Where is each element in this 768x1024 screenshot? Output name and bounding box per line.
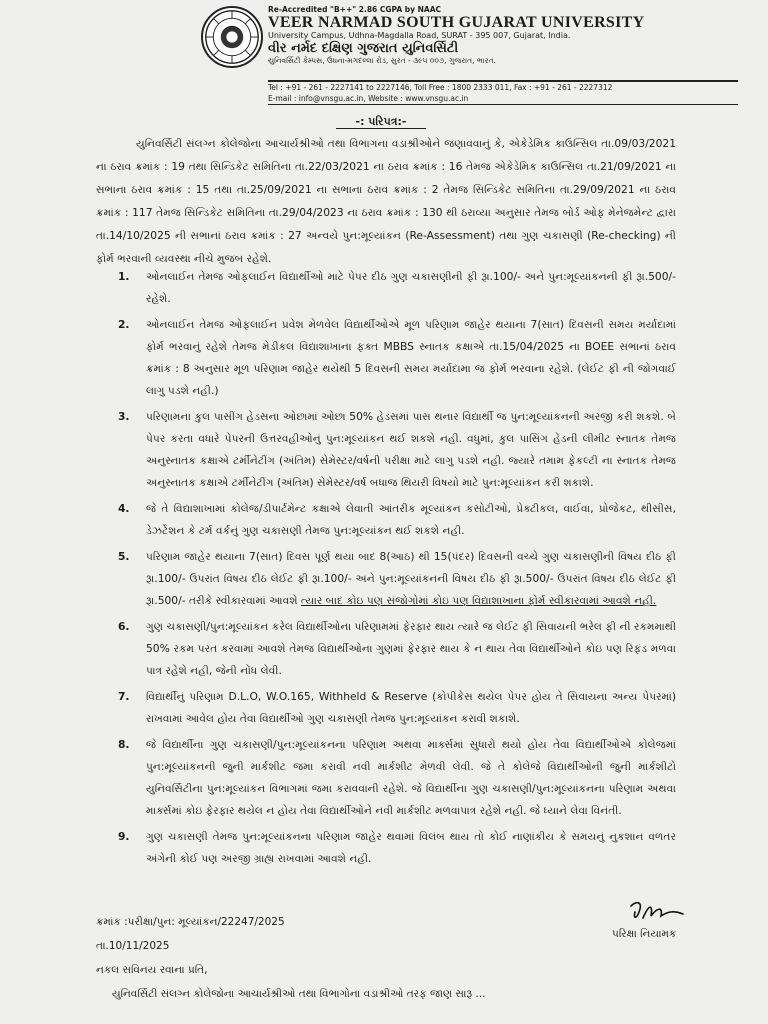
item-text: ઓનલાઈન તેમજ ઓફલાઈન વિદ્યાર્થીઓ માટે પેપર દીઠ ગુણ ચકાસણીની ફી રૂા.100/- અને પુન:મૂલ્યાંકનની ફી રૂા.500/- રહેશે. bbox=[146, 270, 676, 305]
item-number: 4. bbox=[118, 502, 130, 515]
item-number: 5. bbox=[118, 550, 130, 563]
address-english: University Campus, Udhna-Magdalla Road, SURAT - 395 007, Gujarat, India. bbox=[268, 30, 571, 40]
item-text: વિદ્યાર્થીનું પરિણામ D.L.O, W.O.165, Withheld & Reserve (કોપીકેસ થયેલ પેપર હોય તે સિવાયના અન્ય પેપરમાં) રાખવામાં આવેલ હોય તેવા વિદ્યાર્થીઓ ગુણ ચકાસણી તેમજ પુન:મૂલ્યાંકન કરાવી શકાશે. bbox=[146, 690, 676, 725]
item-number: 8. bbox=[118, 738, 130, 751]
item-number: 1. bbox=[118, 270, 130, 283]
item-number: 3. bbox=[118, 410, 130, 423]
phone-line: Tel : +91 - 261 - 2227141 to 2227146, Toll Free : 1800 2333 011, Fax : +91 - 261 - 2227312 bbox=[268, 83, 613, 92]
university-name-english: VEER NARMAD SOUTH GUJARAT UNIVERSITY bbox=[268, 13, 645, 31]
rules-list bbox=[96, 266, 676, 874]
list-item bbox=[96, 266, 676, 310]
list-item bbox=[96, 546, 676, 612]
intro-paragraph: યુનિવર્સિટી સંલગ્ન કોલેજોના આચાર્યશ્રીઓ તથા વિભાગના વડાશ્રીઓને જણાવવાનું કે, એકેડેમિક કાઉન્સિલ તા.09/03/2021 ના ઠરાવ ક્રમાંક : 19 તથા સિન્ડિકેટ સમિતિના તા.22/03/2021 ના ઠરાવ ક્રમાંક : 16 તેમજ એકેડેમિક કાઉન્સિલ તા.21/09/2021 ના સભાના ઠરાવ ક્રમાંક : 15 તથા તા.25/09/2021 ના સભાના ઠરાવ ક્રમાંક : 2 તેમજ સિન્ડિકેટ સમિતિના તા.29/09/2021 ના ઠરાવ ક્રમાંક : 117 તેમજ સિન્ડિકેટ સમિતિના તા.29/04/2023 ના ઠરાવ ક્રમાંક : 130 થી ઠરાવ્યા અનુસાર તેમજ બોર્ડ ઓફ મેનેજમેન્ટ દ્વારા તા.14/10/2025 ની સભાનાં ઠરાવ ક્રમાંક : 27 અન્વયે પુન:મૂલ્યાંકન (Re-Assessment) તથા ગુણ ચકાસણી (Re-checking) ની ફોર્મ ભરવાની વ્યવસ્થા નીચે મુજબ રહેશે. bbox=[96, 137, 676, 265]
item-number: 2. bbox=[118, 318, 130, 331]
item-text: પરિણામ જાહેર થયાના 7(સાત) દિવસ પૂર્ણ થયા બાદ 8(આઠ) થી 15(પંદર) દિવસની વચ્ચે ગુણ ચકાસણીની વિષય દીઠ ફી રૂા.100/- ઉપરાંત વિષય દીઠ લેઈટ ફી રૂા.100/- અને પુન:મૂલ્યાંકનની વિષય દીઠ ફી રૂા.500/- ઉપરાંત વિષય દીઠ લેઈટ ફી રૂા.500/- તરીકે સ્વીકારવામાં આવશે bbox=[146, 550, 676, 607]
reference-number: ક્રમાંક :પરીક્ષા/પુન: મૂલ્યાંકન/22247/2025 bbox=[96, 916, 285, 928]
university-logo bbox=[201, 6, 263, 68]
footer-block bbox=[96, 910, 485, 1006]
list-item bbox=[96, 406, 676, 494]
item-text: ગુણ ચકાસણી તેમજ પુન:મૂલ્યાંકનના પરિણામ જાહેર થવામાં વિલંબ થાય તો કોઈ નાણાંકીય કે સમયનું નુકશાન વળતર અંગેની કોઈ પણ અરજી ગ્રાહ્ય રાખવામાં આવશે નહી. bbox=[146, 830, 676, 865]
copy-to-label: નકલ સવિનય રવાના પ્રતિ, bbox=[96, 964, 208, 976]
item-text: ઓનલાઈન તેમજ ઓફલાઈન પ્રવેશ મેળવેલ વિદ્યાર્થીઓએ મૂળ પરિણામ જાહેર થયાના 7(સાત) દિવસની સમય મર્યાદામાં ફોર્મ ભરવાનું રહેશે તેમજ મેડીકલ વિદ્યાશાખાના ફક્ત MBBS સ્નાતક કક્ષાએ તા.15/04/2025 ના BOEE સભાનાં ઠરાવ ક્રમાંક : 8 અનુસાર મૂળ પરિણામ જાહેર થયેથી 5 દિવસની સમય મર્યાદામા જ ફોર્મ ભરવાના રહેશે. (લેઈટ ફી ની જોગવાઈ લાગુ પડશે નહી.) bbox=[146, 318, 676, 397]
item-underlined-text: ત્યાર બાદ કોઇ પણ સંજોગોમાં કોઇ પણ વિદ્યાશાખાના ફોર્મ સ્વીકારવામાં આવશે નહી. bbox=[301, 594, 657, 607]
signatory-designation: પરિક્ષા નિયામક bbox=[612, 928, 677, 940]
list-item bbox=[96, 686, 676, 730]
copy-recipients: યુનિવર્સિટી સંલગ્ન કોલેજોના આચાર્યશ્રીઓ તથા વિભાગોના વડાશ્રીઓ તરફ જાણ સારૂ ... bbox=[112, 988, 486, 1000]
header-rule bbox=[268, 80, 738, 82]
item-text: જે તે વિદ્યાશાખામાં કોલેજ/ડીપાર્ટમેન્ટ કક્ષાએ લેવાતી આંતરીક મૂલ્યાંકન કસોટીઓ, પ્રેક્ટીકલ, વાઈવા, પ્રોજેકટ, થીસીસ, ડેઝર્ટેશન કે ટર્મ વર્કનું ગુણ ચકાસણી તેમજ પુન:મૂલ્યાંકન થઈ શકશે નહી. bbox=[146, 502, 676, 537]
list-item bbox=[96, 616, 676, 682]
email-line: E-mail : info@vnsgu.ac.in, Website : www.vnsgu.ac.in bbox=[268, 93, 469, 103]
university-name-gujarati: વીર નર્મદ દક્ષિણ ગુજરાત યુનિવર્સિટી bbox=[268, 40, 459, 56]
contact-rule bbox=[268, 104, 738, 105]
item-number: 6. bbox=[118, 620, 130, 633]
address-gujarati: યુનિવર્સિટી કેમ્પસ, ઉધના-મગદલ્લા રોડ, સુરત - ૩૯૫ ૦૦૭, ગુજરાત, ભારત. bbox=[268, 55, 496, 65]
list-item bbox=[96, 498, 676, 542]
contact-block bbox=[268, 83, 612, 105]
item-text: ગુણ ચકાસણી/પુન:મૂલ્યાંકન કરેલ વિદ્યાર્થીઓના પરિણામમાં ફેરફાર થાય ત્યારે જ લેઈટ ફી સિવાયની ભરેલ ફી ની રકમમાથી 50% રકમ પરત કરવામાં આવશે તેમજ વિદ્યાર્થીઓના ગુણમાં ફેરફાર થાય કે ન થાય તેવા વિદ્યાર્થીઓને કોઇ પણ રિફંડ મળવા પાત્ર રહેશે નહી, જેની નોંધ લેવી. bbox=[146, 620, 676, 677]
list-item bbox=[96, 734, 676, 822]
accreditation-text: Re-Accredited "B++" 2.86 CGPA by NAAC bbox=[268, 5, 442, 14]
item-text: પરિણામના કુલ પાસીંગ હેડસના ઓછામાં ઓછા 50% હેડસમાં પાસ થનાર વિદ્યાર્થી જ પુન:મૂલ્યાંકનની અરજી કરી શકશે. બે પેપર કરતા વધારે પેપરની ઉત્તરવહીઓનું પુન:મૂલ્યાંકન થઈ શકશે નહી. વધુમાં, કુલ પાસિંગ હેડની લીમીટ સ્નાતક તેમજ અનુસ્નાતક કક્ષાએ ટર્મીનેટીંગ (અંતિમ) સેમેસ્ટર/વર્ષની પરીક્ષા માટે લાગુ પડશે નહી. જ્યારે તમામ ફેકલ્ટી ના સ્નાતક તેમજ અનુસ્નાતક કક્ષાએ ટર્મીનેટીંગ (અંતિમ) સેમેસ્ટર/વર્ષ બધાજ થિયરી વિષયો માટે પુન:મૂલ્યાંકન કરી શકાશે. bbox=[146, 410, 677, 489]
item-number: 9. bbox=[118, 830, 130, 843]
letterhead bbox=[268, 6, 738, 64]
issue-date: તા.10/11/2025 bbox=[96, 940, 170, 952]
signature bbox=[627, 898, 687, 932]
item-text: જે વિદ્યાર્થીના ગુણ ચકાસણી/પુન:મૂલ્યાંકનના પરિણામ અથવા માર્ક્સમાં સુધારો થયો હોય તેવા વિદ્યાર્થીઓએ કોલેજમાં પુન:મૂલ્યાંકનની જુની માર્કશીટ જમા કરાવી નવી માર્કશીટ મેળવી લેવી. જે તે કોલેજે વિદ્યાર્થીઓની જુની માર્કશીટો યુનિવર્સિટીના પુન:મૂલ્યાંકન વિભાગમાં જમા કરાવવાની રહેશે. જે વિદ્યાર્થીના ગુણ ચકાસણી/પુન:મૂલ્યાંકનના પરિણામ અથવા માર્ક્સમાં કોઇ ફેરફાર થયેલ ન હોય તેવા વિદ્યાર્થીઓને નવી માર્કશીટ મળવાપાત્ર રહેશે નહી. જે ધ્યાને લેવા વિનંતી. bbox=[146, 738, 676, 817]
list-item bbox=[96, 314, 676, 402]
list-item bbox=[96, 826, 676, 870]
circular-title: -: પરિપત્ર:- bbox=[336, 115, 426, 129]
item-number: 7. bbox=[118, 690, 130, 703]
